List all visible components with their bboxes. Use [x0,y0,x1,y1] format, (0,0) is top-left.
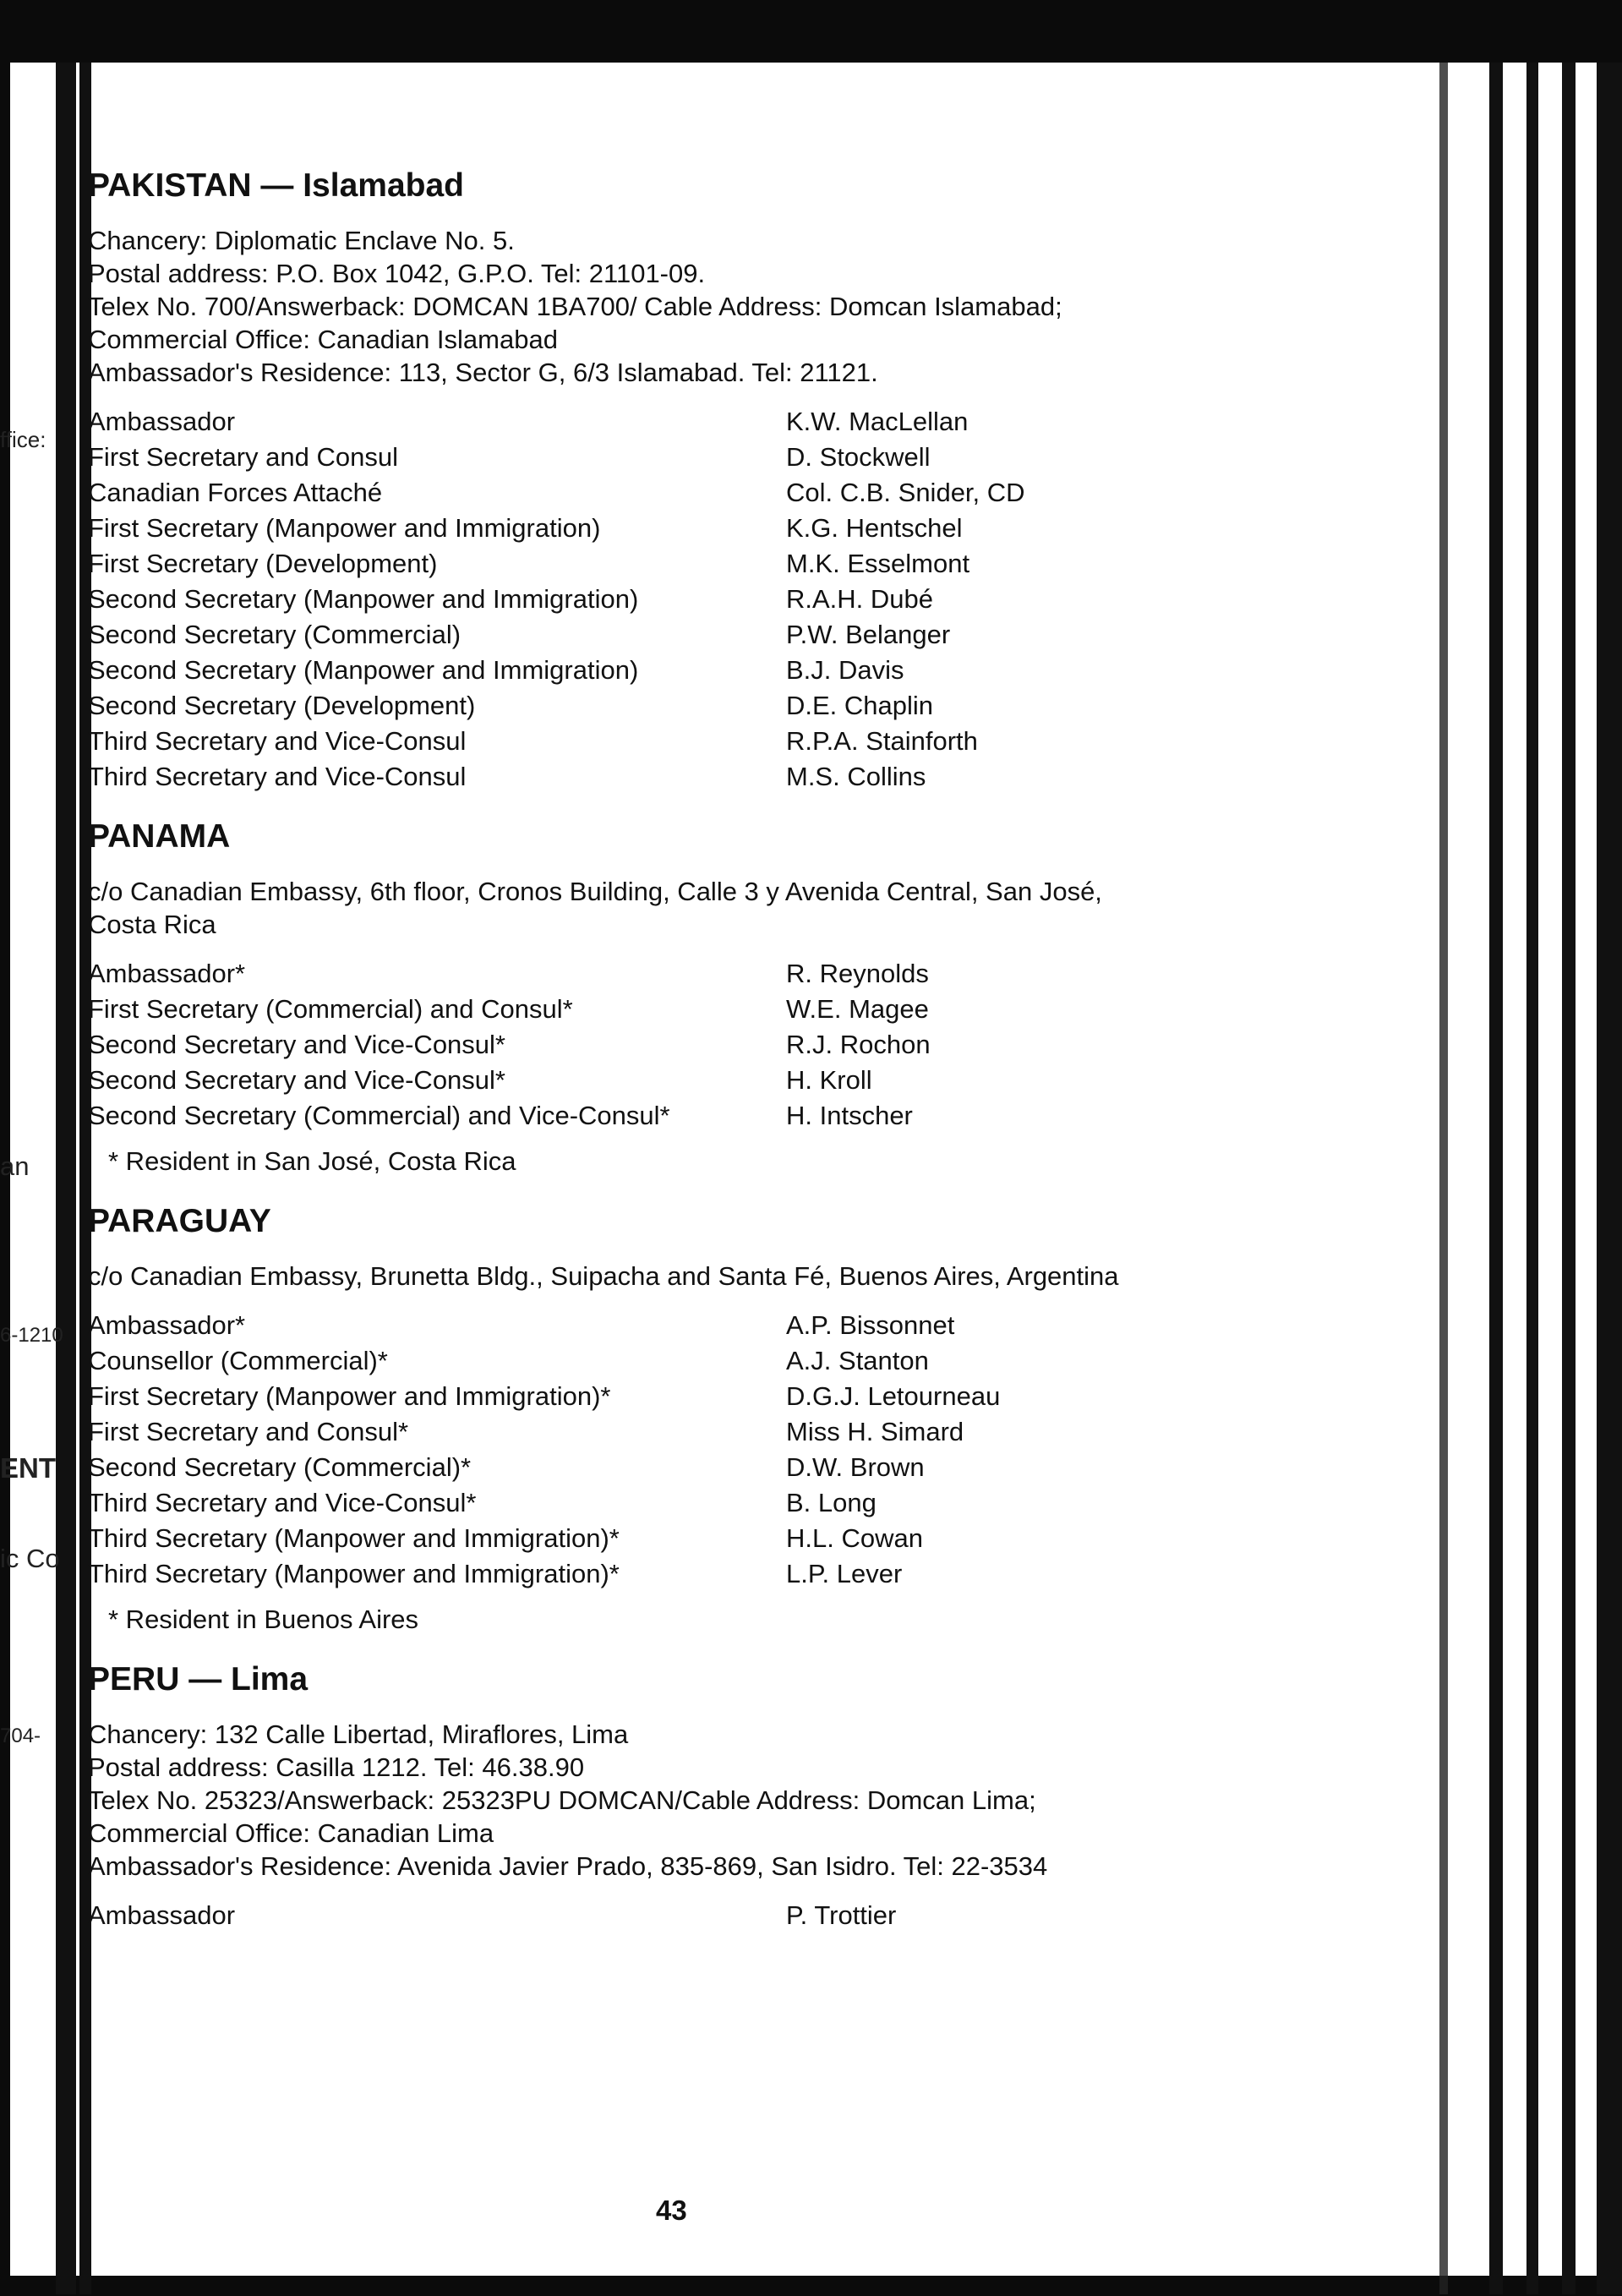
country-heading: PERU — Lima [88,1661,309,1697]
staff-title: First Secretary and Consul* [88,1417,409,1446]
staff-title: Second Secretary (Commercial) and Vice-Consul* [88,1101,670,1130]
country-section [88,1205,1406,1637]
staff-title: Second Secretary (Commercial)* [88,1452,472,1482]
address-line: Postal address: P.O. Box 1042, G.P.O. Tel: 21101-09. [88,259,706,288]
staff-title: Third Secretary and Vice-Consul [88,726,467,756]
staff-row [88,475,1406,511]
scan-top-border [0,0,1622,63]
address-line: Commercial Office: Canadian Lima [88,1818,494,1848]
margin-fragment: 6-1210 [0,1324,63,1347]
address-block [88,1260,1406,1293]
staff-title: Second Secretary (Development) [88,691,476,720]
address-block [88,224,1406,389]
staff-title: First Secretary and Consul [88,442,398,472]
scan-bottom-border [0,2276,1622,2296]
staff-row [88,511,1406,546]
staff-name: Miss H. Simard [786,1417,964,1446]
staff-title: First Secretary (Manpower and Immigration)* [88,1381,611,1411]
staff-title: Ambassador [88,1900,236,1930]
staff-name: D.E. Chaplin [786,691,934,720]
staff-row [88,1898,1406,1933]
staff-row [88,1098,1406,1134]
margin-fragment: ffice: [0,427,46,452]
staff-name: M.K. Esselmont [786,549,970,578]
staff-row [88,1027,1406,1063]
staff-name: P. Trottier [786,1900,897,1930]
staff-row [88,582,1406,617]
staff-title: First Secretary (Commercial) and Consul* [88,994,573,1024]
country-section [88,169,1406,795]
staff-row [88,688,1406,724]
staff-list [88,956,1406,1134]
staff-title: Ambassador [88,407,236,436]
country-section [88,1663,1406,1933]
staff-title: Second Secretary and Vice-Consul* [88,1065,505,1095]
staff-title: Second Secretary (Manpower and Immigration) [88,655,639,685]
staff-row [88,956,1406,992]
page-edge-stack [1562,63,1576,2294]
address-block [88,875,1406,941]
staff-name: A.P. Bissonnet [786,1310,955,1340]
staff-row [88,1308,1406,1343]
staff-name: W.E. Magee [786,994,929,1024]
staff-title: Counsellor (Commercial)* [88,1346,388,1375]
staff-name: M.S. Collins [786,762,926,791]
staff-title: Third Secretary and Vice-Consul [88,762,467,791]
staff-name: Col. C.B. Snider, CD [786,478,1025,507]
staff-row [88,1343,1406,1379]
staff-title: Third Secretary and Vice-Consul* [88,1488,477,1517]
address-line: Telex No. 700/Answerback: DOMCAN 1BA700/ Cable Address: Domcan Islamabad; [88,292,1062,321]
staff-name: D.W. Brown [786,1452,925,1482]
margin-fragment: an [0,1151,30,1181]
staff-row [88,440,1406,475]
address-line: Chancery: Diplomatic Enclave No. 5. [88,226,515,255]
page-edge-stack [1439,63,1448,2294]
staff-name: A.J. Stanton [786,1346,929,1375]
address-line: Ambassador's Residence: 113, Sector G, 6/3 Islamabad. Tel: 21121. [88,358,878,387]
staff-name: H. Intscher [786,1101,913,1130]
staff-row [88,1485,1406,1521]
staff-title: First Secretary (Manpower and Immigration) [88,513,601,543]
country-heading: PAKISTAN — Islamabad [88,167,464,204]
margin-fragment: ic Co [0,1544,60,1573]
staff-title: Ambassador* [88,1310,246,1340]
staff-row [88,1450,1406,1485]
staff-name: K.G. Hentschel [786,513,963,543]
page-edge-stack [1526,63,1538,2294]
staff-title: First Secretary (Development) [88,549,438,578]
address-line: Telex No. 25323/Answerback: 25323PU DOMCAN/Cable Address: Domcan Lima; [88,1785,1036,1815]
address-line: c/o Canadian Embassy, Brunetta Bldg., Suipacha and Santa Fé, Buenos Aires, Argentina [88,1261,1119,1291]
page-edge-stack [1489,63,1503,2294]
staff-row [88,1556,1406,1592]
staff-name: P.W. Belanger [786,620,951,649]
page-number: 43 [656,2195,687,2226]
page-edge-stack [1597,63,1622,2294]
staff-name: L.P. Lever [786,1559,903,1588]
staff-title: Second Secretary (Commercial) [88,620,461,649]
address-line: Postal address: Casilla 1212. Tel: 46.38.90 [88,1752,585,1782]
staff-name: H.L. Cowan [786,1523,923,1553]
staff-list [88,1898,1406,1933]
staff-name: R. Reynolds [786,959,929,988]
address-line: Chancery: 132 Calle Libertad, Miraflores, Lima [88,1719,629,1749]
staff-row [88,1414,1406,1450]
staff-name: B.J. Davis [786,655,904,685]
staff-title: Canadian Forces Attaché [88,478,383,507]
staff-name: K.W. MacLellan [786,407,969,436]
staff-name: D.G.J. Letourneau [786,1381,1001,1411]
margin-fragment: ENT [0,1452,56,1484]
staff-name: R.A.H. Dubé [786,584,934,614]
footnote: * Resident in San José, Costa Rica [108,1146,516,1176]
staff-name: R.J. Rochon [786,1030,931,1059]
address-line: Ambassador's Residence: Avenida Javier Prado, 835-869, San Isidro. Tel: 22-3534 [88,1851,1048,1881]
staff-row [88,1063,1406,1098]
address-line: Commercial Office: Canadian Islamabad [88,325,558,354]
staff-title: Third Secretary (Manpower and Immigration)* [88,1559,620,1588]
staff-row [88,404,1406,440]
staff-row [88,724,1406,759]
margin-fragment: 704- [0,1725,41,1747]
staff-row [88,546,1406,582]
staff-title: Second Secretary and Vice-Consul* [88,1030,505,1059]
staff-title: Second Secretary (Manpower and Immigration) [88,584,639,614]
staff-name: H. Kroll [786,1065,872,1095]
staff-row [88,1379,1406,1414]
staff-name: B. Long [786,1488,877,1517]
page-spine-shadow [56,63,76,2294]
staff-row [88,1521,1406,1556]
address-line: c/o Canadian Embassy, 6th floor, Cronos Building, Calle 3 y Avenida Central, San José, [88,877,1102,906]
country-heading: PARAGUAY [88,1203,271,1239]
staff-list [88,1308,1406,1592]
country-heading: PANAMA [88,818,231,855]
staff-name: R.P.A. Stainforth [786,726,978,756]
country-section [88,820,1406,1179]
address-line: Costa Rica [88,910,216,939]
directory-page [88,169,1406,1959]
staff-row [88,617,1406,653]
staff-list [88,404,1406,795]
staff-row [88,653,1406,688]
staff-title: Third Secretary (Manpower and Immigration)* [88,1523,620,1553]
staff-row [88,759,1406,795]
staff-name: D. Stockwell [786,442,931,472]
address-block [88,1718,1406,1883]
footnote: * Resident in Buenos Aires [108,1604,419,1634]
staff-title: Ambassador* [88,959,246,988]
staff-row [88,992,1406,1027]
